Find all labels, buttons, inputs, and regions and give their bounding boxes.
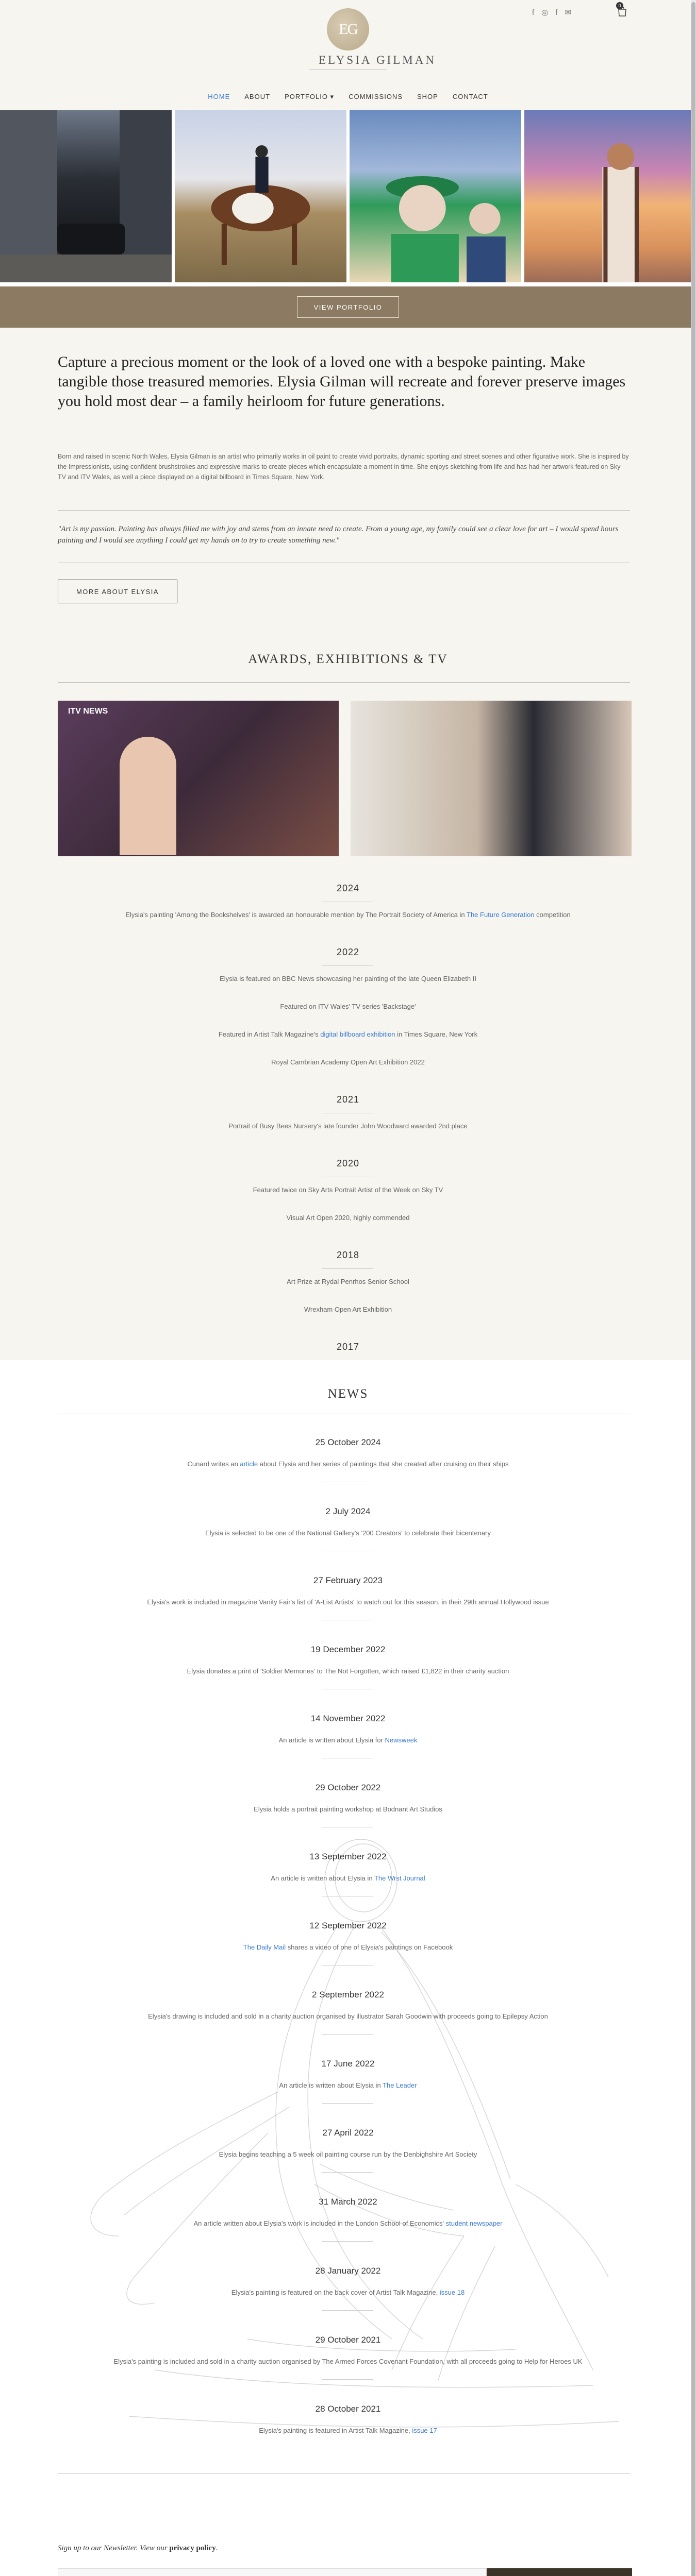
news-item-text [0, 2427, 696, 2434]
award-item [0, 1030, 696, 1038]
award-item [0, 1058, 696, 1066]
news-text: Elysia is selected to be one of the National Gallery's '200 Creators' to celebrate their bicentenary [205, 1529, 491, 1537]
main-nav [0, 93, 696, 101]
news-item-text [0, 2219, 696, 2227]
exhibition-video[interactable] [351, 701, 632, 856]
news-text-end: shares a video of one of Elysia's paintings on Facebook [286, 1943, 453, 1951]
intro-body: Born and raised in scenic North Wales, Elysia Gilman is an artist who primarily works in oil paint to create vivid portraits, dynamic sporting and street scenes and other figurative work. She is inspired by the Impressionists, using confident brushstrokes and expressive marks to create pieces which encapsulate a moment in time. She enjoys sketching from life and has had her artwork featured on Sky TV and ITV Wales, as well a piece displayed on a digital billboard in Times Square, New York. [58, 453, 629, 481]
nav-item-commissions[interactable]: COMMISSIONS [349, 93, 403, 100]
newsletter-prompt: Sign up to our Newsletter. View our [58, 2544, 170, 2552]
award-text: Art Prize at Rydal Penrhos Senior School [287, 1278, 409, 1285]
news-text: Cunard writes an [187, 1460, 240, 1468]
news-link[interactable]: Newsweek [385, 1736, 418, 1744]
award-item [0, 911, 696, 919]
artist-quote: "Art is my passion. Painting has always filled me with joy and stems from an innate need to create. From a young age, my family could see a clear love for art – I would spend hours painting and I would see anything I could get my hands on to try to create something new." [58, 525, 619, 545]
award-text: Wrexham Open Art Exhibition [304, 1306, 392, 1313]
award-year: 2018 [336, 1250, 360, 1260]
news-text: Elysia's work is included in magazine Vanity Fair's list of 'A-List Artists' to watch out for this season, in their 29th annual Hollywood issue [147, 1598, 549, 1606]
news-item-text [0, 1667, 696, 1675]
news-item-text [0, 2150, 696, 2158]
gallery-image-queen[interactable] [350, 110, 521, 282]
news-text: Elysia holds a portrait painting workshop at Bodnant Art Studios [254, 1805, 442, 1813]
email-input[interactable] [58, 2568, 487, 2576]
awards-divider [58, 682, 630, 683]
award-year-rule [322, 965, 373, 966]
award-text: Elysia is featured on BBC News showcasing her painting of the late Queen Elizabeth II [220, 975, 476, 982]
award-text-end: in Times Square, New York [395, 1030, 478, 1038]
news-text: An article is written about Elysia in [271, 1874, 374, 1882]
news-text: Elysia donates a print of 'Soldier Memories' to The Not Forgotten, which raised £1,822 in their charity auction [187, 1667, 509, 1675]
hero-gallery [0, 110, 696, 282]
news-item-text [0, 2358, 696, 2365]
award-year: 2017 [336, 1342, 360, 1352]
nav-item-home[interactable]: HOME [208, 93, 230, 100]
award-item [0, 975, 696, 982]
newsletter-text [58, 2544, 218, 2553]
page-scrollbar-thumb[interactable] [691, 2, 695, 2576]
news-date: 13 September 2022 [309, 1852, 387, 1861]
news-title: NEWS [327, 1387, 369, 1401]
news-date: 29 October 2021 [315, 2335, 381, 2345]
facebook-small-icon[interactable]: f [555, 8, 558, 17]
news-item-text [0, 1736, 696, 1744]
award-text: Elysia's painting 'Among the Bookshelves' is awarded an honourable mention by The Portrait Society of America in [125, 911, 467, 919]
nav-item-contact[interactable]: CONTACT [452, 93, 488, 100]
news-link[interactable]: student newspaper [445, 2219, 503, 2227]
news-item-rule [322, 2379, 373, 2380]
news-item-text [0, 1874, 696, 1882]
intro-divider-top [58, 510, 630, 511]
news-link[interactable]: issue 17 [412, 2427, 437, 2434]
news-text: An article written about Elysia's work is included in the London School of Economics' [193, 2219, 446, 2227]
news-date: 2 July 2024 [325, 1506, 371, 1516]
award-text: Featured on ITV Wales' TV series 'Backstage' [280, 1003, 416, 1010]
news-date: 28 October 2021 [315, 2404, 381, 2414]
news-section [0, 1360, 696, 2478]
award-text: Visual Art Open 2020, highly commended [286, 1214, 410, 1222]
news-date: 19 December 2022 [310, 1645, 386, 1654]
award-text: Featured twice on Sky Arts Portrait Artist of the Week on Sky TV [253, 1186, 443, 1194]
gallery-image-soldier[interactable] [524, 110, 696, 282]
news-link[interactable]: article [240, 1460, 258, 1468]
intro-heading: Capture a precious moment or the look of a loved one with a bespoke painting. Make tangible those treasured memories. Elysia Gilman will recreate and forever preserve images you hold most dear – a family heirloom for future generations. [58, 353, 626, 410]
award-text: Featured in Artist Talk Magazine's [218, 1030, 321, 1038]
news-text: Elysia begins teaching a 5 week oil painting course run by the Denbighshire Art Society [219, 2150, 477, 2158]
more-about-button[interactable]: MORE ABOUT ELYSIA [58, 580, 177, 603]
news-date: 29 October 2022 [315, 1783, 381, 1792]
logo-monogram: EG [327, 8, 369, 50]
site-header [0, 0, 696, 110]
award-item [0, 1186, 696, 1194]
cart-count-badge: 0 [616, 2, 623, 9]
award-item [0, 1003, 696, 1010]
news-link[interactable]: The Wrst Journal [374, 1874, 425, 1882]
award-item [0, 1278, 696, 1285]
award-item [0, 1306, 696, 1313]
news-text: Elysia's painting is included and sold in a charity auction organised by The Armed Forces Covenant Foundation, with all proceeds going to Help for Heroes UK [113, 2358, 583, 2365]
view-portfolio-button[interactable]: VIEW PORTFOLIO [297, 296, 399, 318]
news-item-rule [322, 2103, 373, 2104]
gallery-image-street[interactable] [0, 110, 172, 282]
news-item-text [0, 2012, 696, 2020]
nav-item-portfolio[interactable]: PORTFOLIO ▾ [285, 93, 335, 100]
instagram-icon[interactable]: ◎ [541, 8, 549, 17]
site-logo[interactable] [319, 8, 436, 70]
news-date: 2 September 2022 [312, 1990, 384, 1999]
news-link[interactable]: The Leader [383, 2081, 417, 2089]
logo-name: ELYSIA GILMAN [319, 54, 436, 66]
news-text: Elysia's painting is featured on the back cover of Artist Talk Magazine, [231, 2289, 440, 2296]
sign-up-button[interactable] [487, 2568, 632, 2576]
news-text: Elysia's drawing is included and sold in a charity auction organised by illustrator Sarah Goodwin with proceeds going to Epilepsy Action [148, 2012, 548, 2020]
award-link[interactable]: The Future Generation [467, 911, 535, 919]
facebook-icon[interactable]: f [532, 8, 535, 17]
award-item [0, 1122, 696, 1130]
award-year: 2020 [336, 1158, 360, 1168]
news-date: 14 November 2022 [310, 1714, 386, 1723]
news-link[interactable]: The Daily Mail [243, 1943, 286, 1951]
news-date: 28 January 2022 [315, 2266, 381, 2276]
award-text-end: competition [534, 911, 571, 919]
news-item-text [0, 1598, 696, 1606]
award-year-rule [322, 1268, 373, 1269]
newsletter-prompt-end: . [216, 2544, 218, 2552]
news-item-text [0, 2081, 696, 2089]
news-item-text [0, 1529, 696, 1537]
newsletter-section [0, 2478, 696, 2576]
award-item [0, 1214, 696, 1222]
itv-news-video[interactable] [58, 701, 339, 856]
award-text: Portrait of Busy Bees Nursery's late founder John Woodward awarded 2nd place [228, 1122, 468, 1130]
news-text: Elysia's painting is featured in Artist Talk Magazine, [259, 2427, 412, 2434]
award-year: 2021 [336, 1094, 360, 1105]
news-date: 27 April 2022 [322, 2128, 374, 2138]
nav-item-about[interactable]: ABOUT [244, 93, 271, 100]
intro-section [0, 328, 696, 631]
news-link[interactable]: issue 18 [439, 2289, 465, 2296]
award-year: 2022 [336, 947, 360, 957]
news-date: 25 October 2024 [315, 1437, 381, 1447]
news-item-rule [322, 2310, 373, 2311]
award-text: Royal Cambrian Academy Open Art Exhibition 2022 [271, 1058, 425, 1066]
news-item-text [0, 2289, 696, 2296]
cart-icon[interactable] [618, 6, 627, 19]
news-date: 31 March 2022 [319, 2197, 377, 2207]
news-item-text [0, 1805, 696, 1813]
gallery-image-horse[interactable] [175, 110, 346, 282]
privacy-policy-link[interactable]: privacy policy [169, 2544, 216, 2552]
award-year: 2024 [336, 883, 360, 893]
news-text-end: about Elysia and her series of paintings that she created after cruising on their ships [258, 1460, 509, 1468]
video-subject [120, 737, 176, 855]
news-date: 27 February 2023 [313, 1575, 383, 1585]
news-text: An article is written about Elysia for [278, 1736, 385, 1744]
awards-section [0, 631, 696, 1360]
video-channel-label: ITV NEWS [68, 707, 108, 716]
news-date: 17 June 2022 [321, 2059, 375, 2069]
news-item-text [0, 1460, 696, 1468]
nav-item-shop[interactable]: SHOP [417, 93, 438, 100]
news-item-rule [322, 2172, 373, 2173]
news-item-rule [322, 2034, 373, 2035]
social-links [532, 8, 571, 17]
news-date: 12 September 2022 [309, 1921, 387, 1930]
award-link[interactable]: digital billboard exhibition [320, 1030, 395, 1038]
news-text: An article is written about Elysia in [279, 2081, 383, 2089]
news-item-text [0, 1943, 696, 1951]
awards-title: AWARDS, EXHIBITIONS & TV [248, 652, 448, 666]
mail-icon[interactable]: ✉ [565, 8, 572, 17]
news-item-rule [322, 2241, 373, 2242]
